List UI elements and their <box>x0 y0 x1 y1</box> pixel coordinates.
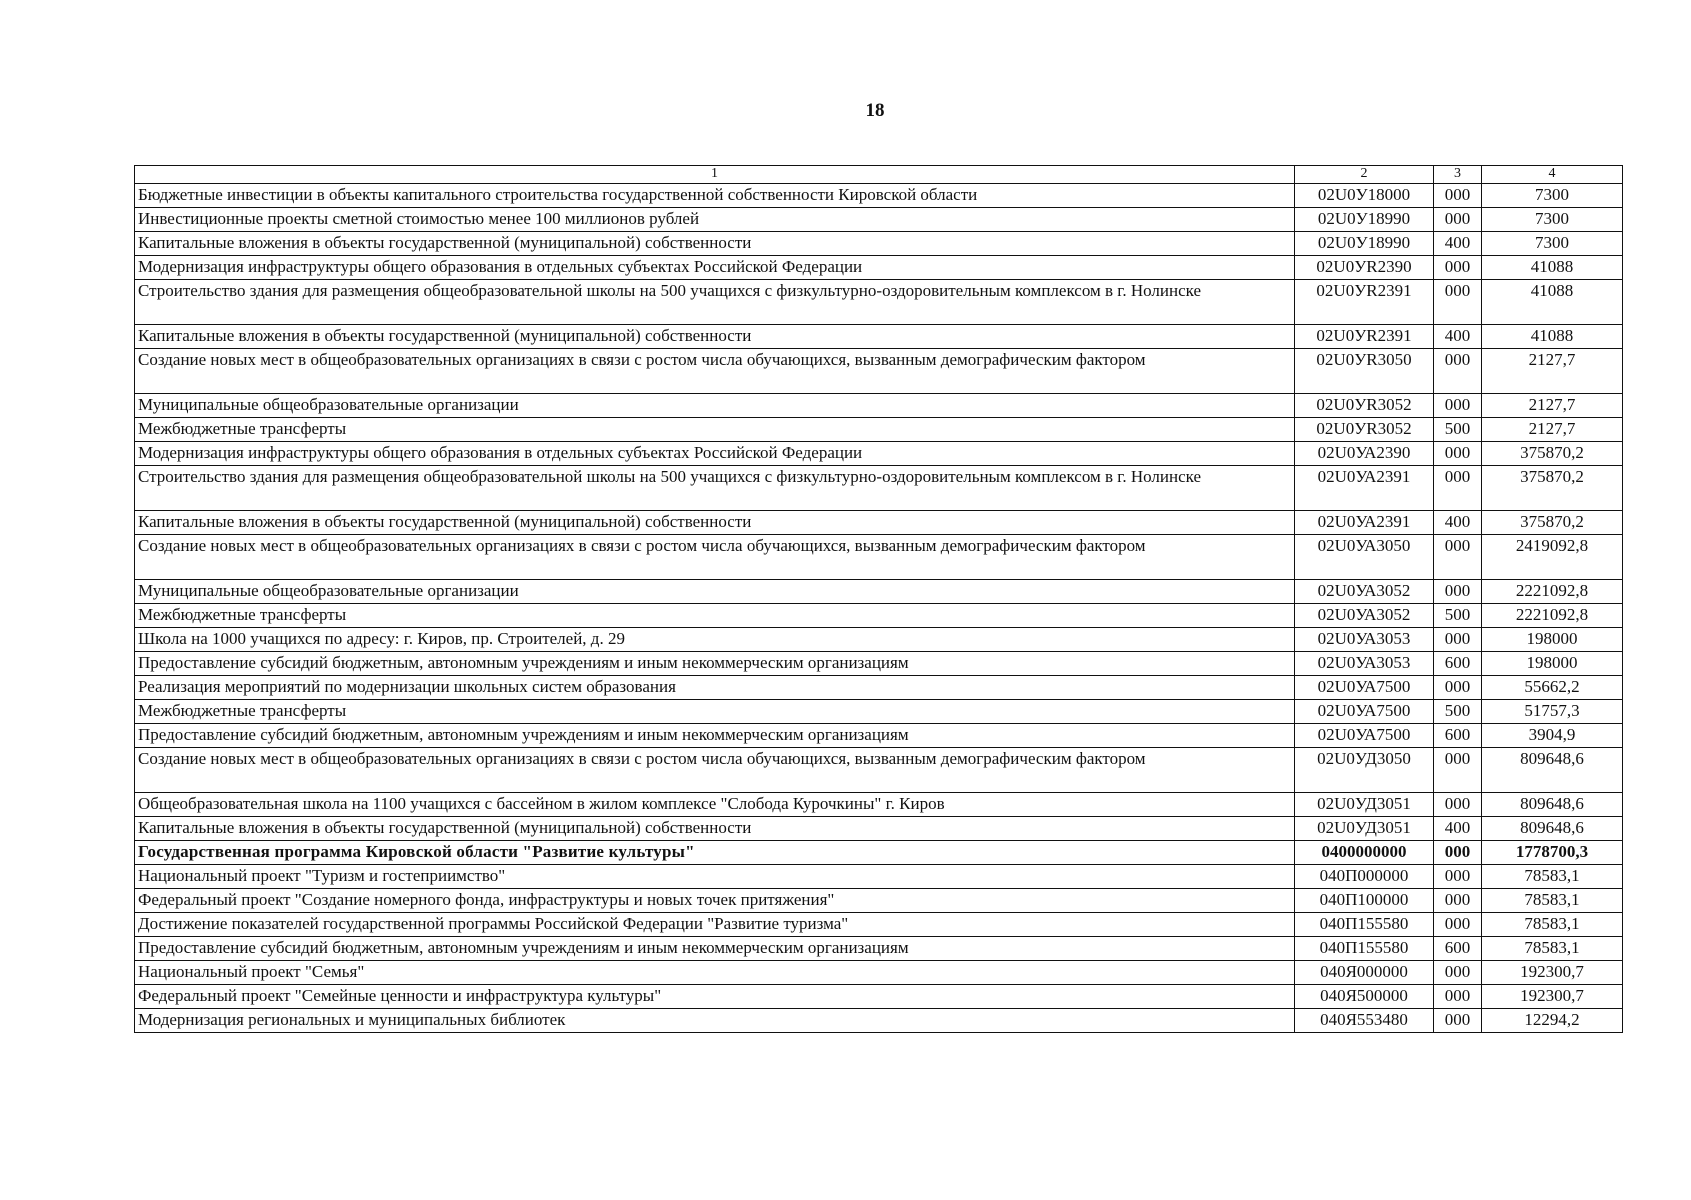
row-kvr-cell: 000 <box>1434 985 1482 1009</box>
row-kvr-cell: 000 <box>1434 535 1482 580</box>
row-code-cell: 02U0УА3050 <box>1295 535 1434 580</box>
row-sum-cell: 2127,7 <box>1482 394 1623 418</box>
row-name-cell: Строительство здания для размещения общеобразовательной школы на 500 учащихся с физкультурно-оздоровительным комплексом в г. Нолинске <box>135 280 1295 325</box>
row-code-cell: 02U0УА7500 <box>1295 724 1434 748</box>
row-name-cell: Модернизация инфраструктуры общего образования в отдельных субъектах Российской Федерации <box>135 256 1295 280</box>
row-sum-cell: 78583,1 <box>1482 913 1623 937</box>
row-code-cell: 02U0УА7500 <box>1295 700 1434 724</box>
row-sum-cell: 198000 <box>1482 628 1623 652</box>
row-sum-cell: 2127,7 <box>1482 418 1623 442</box>
table-row <box>135 580 1623 604</box>
row-name-cell: Межбюджетные трансферты <box>135 604 1295 628</box>
table-row <box>135 232 1623 256</box>
row-name-cell: Создание новых мест в общеобразовательных организациях в связи с ростом числа обучающихся, вызванным демографическим фактором <box>135 748 1295 793</box>
row-sum-cell: 2127,7 <box>1482 349 1623 394</box>
row-sum-cell: 7300 <box>1482 232 1623 256</box>
row-code-cell: 040Я500000 <box>1295 985 1434 1009</box>
row-sum-cell: 51757,3 <box>1482 700 1623 724</box>
row-code-cell: 040Я553480 <box>1295 1009 1434 1033</box>
row-code-cell: 02U0УА2391 <box>1295 511 1434 535</box>
row-name-cell: Межбюджетные трансферты <box>135 418 1295 442</box>
row-kvr-cell: 000 <box>1434 913 1482 937</box>
table-row <box>135 442 1623 466</box>
row-name-cell: Предоставление субсидий бюджетным, автономным учреждениям и иным некоммерческим организациям <box>135 724 1295 748</box>
row-code-cell: 02U0УД3050 <box>1295 748 1434 793</box>
budget-table <box>134 165 1623 1033</box>
row-name-cell: Инвестиционные проекты сметной стоимостью менее 100 миллионов рублей <box>135 208 1295 232</box>
table-row <box>135 535 1623 580</box>
row-kvr-cell: 000 <box>1434 442 1482 466</box>
table-row <box>135 208 1623 232</box>
row-kvr-cell: 000 <box>1434 466 1482 511</box>
row-code-cell: 02U0УR2391 <box>1295 325 1434 349</box>
table-row <box>135 937 1623 961</box>
row-kvr-cell: 000 <box>1434 865 1482 889</box>
row-kvr-cell: 400 <box>1434 511 1482 535</box>
table-row <box>135 466 1623 511</box>
table-row <box>135 865 1623 889</box>
row-sum-cell: 41088 <box>1482 256 1623 280</box>
table-body <box>135 184 1623 1033</box>
row-sum-cell: 1778700,3 <box>1482 841 1623 865</box>
row-kvr-cell: 000 <box>1434 628 1482 652</box>
table-row <box>135 841 1623 865</box>
row-name-cell: Создание новых мест в общеобразовательных организациях в связи с ростом числа обучающихся, вызванным демографическим фактором <box>135 349 1295 394</box>
row-sum-cell: 78583,1 <box>1482 889 1623 913</box>
row-kvr-cell: 000 <box>1434 841 1482 865</box>
row-name-cell: Межбюджетные трансферты <box>135 700 1295 724</box>
row-kvr-cell: 500 <box>1434 418 1482 442</box>
row-code-cell: 040П000000 <box>1295 865 1434 889</box>
row-name-cell: Национальный проект "Туризм и гостеприимство" <box>135 865 1295 889</box>
table-row <box>135 511 1623 535</box>
header-col-2: 2 <box>1295 166 1434 184</box>
row-code-cell: 040П155580 <box>1295 937 1434 961</box>
table-row <box>135 793 1623 817</box>
row-code-cell: 02U0УА7500 <box>1295 676 1434 700</box>
row-sum-cell: 192300,7 <box>1482 961 1623 985</box>
row-kvr-cell: 600 <box>1434 937 1482 961</box>
row-sum-cell: 2221092,8 <box>1482 580 1623 604</box>
row-kvr-cell: 400 <box>1434 817 1482 841</box>
row-sum-cell: 2221092,8 <box>1482 604 1623 628</box>
row-code-cell: 0400000000 <box>1295 841 1434 865</box>
row-name-cell: Предоставление субсидий бюджетным, автономным учреждениям и иным некоммерческим организациям <box>135 652 1295 676</box>
table-row <box>135 349 1623 394</box>
row-code-cell: 040П155580 <box>1295 913 1434 937</box>
page-number: 18 <box>865 100 885 121</box>
row-sum-cell: 2419092,8 <box>1482 535 1623 580</box>
row-name-cell: Национальный проект "Семья" <box>135 961 1295 985</box>
table-row <box>135 652 1623 676</box>
row-name-cell: Муниципальные общеобразовательные организации <box>135 580 1295 604</box>
header-col-4: 4 <box>1482 166 1623 184</box>
row-kvr-cell: 000 <box>1434 184 1482 208</box>
row-kvr-cell: 000 <box>1434 1009 1482 1033</box>
row-name-cell: Достижение показателей государственной программы Российской Федерации "Развитие туризма" <box>135 913 1295 937</box>
row-code-cell: 02U0УА3052 <box>1295 604 1434 628</box>
row-sum-cell: 41088 <box>1482 325 1623 349</box>
table-row <box>135 604 1623 628</box>
table-row <box>135 325 1623 349</box>
row-kvr-cell: 000 <box>1434 580 1482 604</box>
row-code-cell: 02U0УR2391 <box>1295 280 1434 325</box>
table-row <box>135 418 1623 442</box>
row-code-cell: 02U0УR3052 <box>1295 394 1434 418</box>
row-sum-cell: 78583,1 <box>1482 937 1623 961</box>
row-code-cell: 02U0УА2391 <box>1295 466 1434 511</box>
row-sum-cell: 78583,1 <box>1482 865 1623 889</box>
row-kvr-cell: 400 <box>1434 232 1482 256</box>
row-sum-cell: 7300 <box>1482 184 1623 208</box>
row-kvr-cell: 000 <box>1434 256 1482 280</box>
row-kvr-cell: 000 <box>1434 280 1482 325</box>
row-sum-cell: 375870,2 <box>1482 511 1623 535</box>
table-row <box>135 889 1623 913</box>
row-code-cell: 02U0УД3051 <box>1295 793 1434 817</box>
row-name-cell: Капитальные вложения в объекты государственной (муниципальной) собственности <box>135 817 1295 841</box>
row-code-cell: 02U0У18990 <box>1295 208 1434 232</box>
row-sum-cell: 809648,6 <box>1482 748 1623 793</box>
row-kvr-cell: 000 <box>1434 961 1482 985</box>
row-code-cell: 02U0УА3052 <box>1295 580 1434 604</box>
row-sum-cell: 7300 <box>1482 208 1623 232</box>
row-sum-cell: 3904,9 <box>1482 724 1623 748</box>
row-name-cell: Бюджетные инвестиции в объекты капитального строительства государственной собственности Кировской области <box>135 184 1295 208</box>
table-row <box>135 700 1623 724</box>
row-kvr-cell: 000 <box>1434 793 1482 817</box>
table-row <box>135 985 1623 1009</box>
row-code-cell: 02U0УА3053 <box>1295 652 1434 676</box>
row-sum-cell: 12294,2 <box>1482 1009 1623 1033</box>
table-row <box>135 280 1623 325</box>
row-name-cell: Модернизация региональных и муниципальных библиотек <box>135 1009 1295 1033</box>
table-row <box>135 748 1623 793</box>
row-name-cell: Модернизация инфраструктуры общего образования в отдельных субъектах Российской Федерации <box>135 442 1295 466</box>
row-name-cell: Создание новых мест в общеобразовательных организациях в связи с ростом числа обучающихся, вызванным демографическим фактором <box>135 535 1295 580</box>
row-sum-cell: 809648,6 <box>1482 793 1623 817</box>
table-row <box>135 676 1623 700</box>
table-row <box>135 1009 1623 1033</box>
row-name-cell: Реализация мероприятий по модернизации школьных систем образования <box>135 676 1295 700</box>
table-row <box>135 961 1623 985</box>
row-sum-cell: 41088 <box>1482 280 1623 325</box>
row-code-cell: 02U0УД3051 <box>1295 817 1434 841</box>
row-code-cell: 040П100000 <box>1295 889 1434 913</box>
table-row <box>135 394 1623 418</box>
row-kvr-cell: 500 <box>1434 700 1482 724</box>
row-name-cell: Строительство здания для размещения общеобразовательной школы на 500 учащихся с физкультурно-оздоровительным комплексом в г. Нолинске <box>135 466 1295 511</box>
row-name-cell: Федеральный проект "Создание номерного фонда, инфраструктуры и новых точек притяжения" <box>135 889 1295 913</box>
row-code-cell: 02U0УА3053 <box>1295 628 1434 652</box>
table-row <box>135 817 1623 841</box>
row-name-cell: Муниципальные общеобразовательные организации <box>135 394 1295 418</box>
row-name-cell: Капитальные вложения в объекты государственной (муниципальной) собственности <box>135 232 1295 256</box>
row-name-cell: Предоставление субсидий бюджетным, автономным учреждениям и иным некоммерческим организациям <box>135 937 1295 961</box>
row-name-cell: Капитальные вложения в объекты государственной (муниципальной) собственности <box>135 325 1295 349</box>
row-kvr-cell: 400 <box>1434 325 1482 349</box>
header-col-1: 1 <box>135 166 1295 184</box>
row-kvr-cell: 500 <box>1434 604 1482 628</box>
row-code-cell: 02U0У18990 <box>1295 232 1434 256</box>
row-sum-cell: 198000 <box>1482 652 1623 676</box>
table-row <box>135 628 1623 652</box>
table-row <box>135 724 1623 748</box>
row-kvr-cell: 000 <box>1434 676 1482 700</box>
table-row <box>135 184 1623 208</box>
row-code-cell: 040Я000000 <box>1295 961 1434 985</box>
row-name-cell: Общеобразовательная школа на 1100 учащихся с бассейном в жилом комплексе "Слобода Курочкины" г. Киров <box>135 793 1295 817</box>
row-name-cell: Школа на 1000 учащихся по адресу: г. Киров, пр. Строителей, д. 29 <box>135 628 1295 652</box>
header-col-3: 3 <box>1434 166 1482 184</box>
row-kvr-cell: 000 <box>1434 349 1482 394</box>
row-kvr-cell: 600 <box>1434 652 1482 676</box>
row-name-cell: Капитальные вложения в объекты государственной (муниципальной) собственности <box>135 511 1295 535</box>
row-code-cell: 02U0УR3050 <box>1295 349 1434 394</box>
table-header-row <box>135 166 1623 184</box>
row-kvr-cell: 000 <box>1434 889 1482 913</box>
row-name-cell: Государственная программа Кировской области "Развитие культуры" <box>135 841 1295 865</box>
row-kvr-cell: 000 <box>1434 208 1482 232</box>
row-kvr-cell: 000 <box>1434 748 1482 793</box>
row-code-cell: 02U0УR3052 <box>1295 418 1434 442</box>
row-kvr-cell: 000 <box>1434 394 1482 418</box>
table-row <box>135 256 1623 280</box>
row-kvr-cell: 600 <box>1434 724 1482 748</box>
row-code-cell: 02U0УА2390 <box>1295 442 1434 466</box>
row-sum-cell: 55662,2 <box>1482 676 1623 700</box>
row-sum-cell: 375870,2 <box>1482 466 1623 511</box>
row-code-cell: 02U0УR2390 <box>1295 256 1434 280</box>
row-name-cell: Федеральный проект "Семейные ценности и инфраструктура культуры" <box>135 985 1295 1009</box>
row-sum-cell: 809648,6 <box>1482 817 1623 841</box>
row-sum-cell: 192300,7 <box>1482 985 1623 1009</box>
row-code-cell: 02U0У18000 <box>1295 184 1434 208</box>
table-row <box>135 913 1623 937</box>
row-sum-cell: 375870,2 <box>1482 442 1623 466</box>
